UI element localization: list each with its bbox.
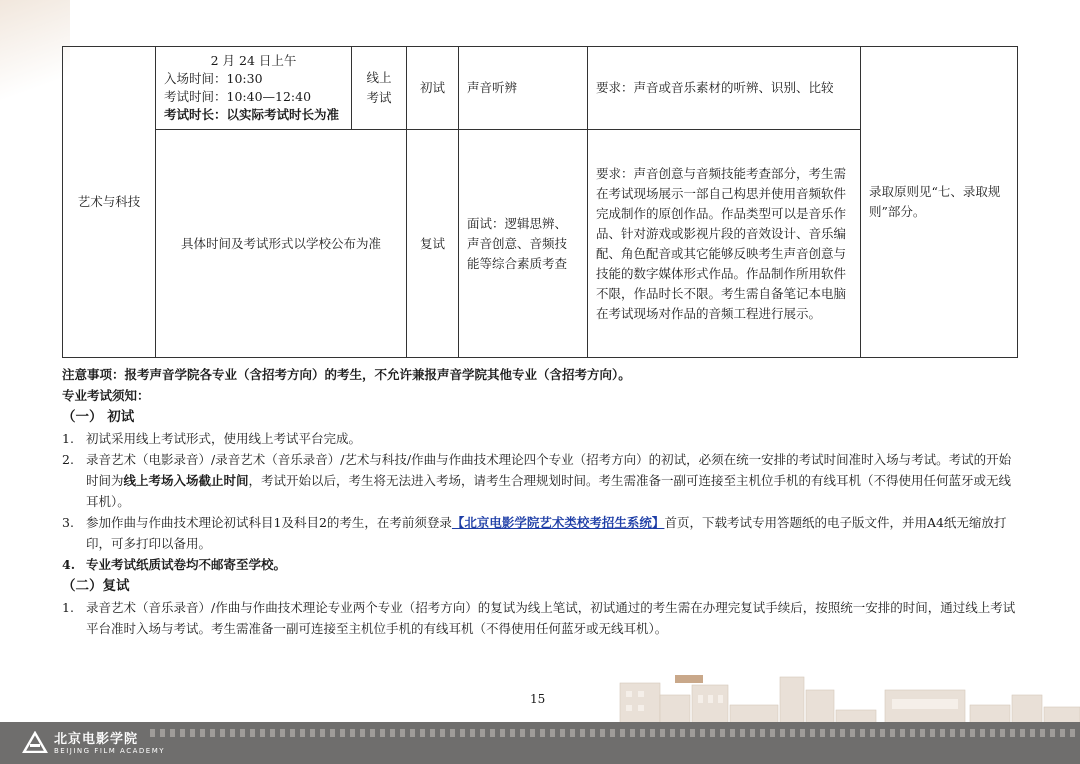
exam-mode-cell: 线上考试 xyxy=(352,47,407,130)
corner-decoration xyxy=(0,0,70,120)
stage-initial-cell: 初试 xyxy=(407,47,459,130)
retest-time-note-cell: 具体时间及考试形式以学校公布为准 xyxy=(156,130,407,358)
list-item: 1. 录音艺术（音乐录音）/作曲与作曲技术理论专业两个专业（招考方向）的复试为线上笔试，初试通过的考生需在办理完复试手续后，按照统一安排的时间，通过线上考试平台准时入场与考试。考生需准备一副可连接至主机位手机的有线耳机（不得使用任何蓝牙或无线耳机）。 xyxy=(62,600,1016,636)
list-item: 2. 录音艺术（电影录音）/录音艺术（音乐录音）/艺术与科技/作曲与作曲技术理论四个专业（招考方向）的初试，必须在统一安排的考试时间准时入场与考试。考试的开始时间为线上考场入场截止时间，考试开始以后，考生将无法进入考场，请考生合理规划时间。考生需准备一副可连接至主机位手机的有线耳机（不得使用任何蓝牙或无线耳机）。 xyxy=(62,452,1012,509)
subject-initial-cell: 声音听辨 xyxy=(459,47,588,130)
exam-date: 2 月 24 日上午 xyxy=(210,53,297,68)
attention-note: 注意事项：报考声音学院各专业（含招考方向）的考生，不允许兼报声音学院其他专业（含招考方向）。 xyxy=(62,367,631,382)
stage-retest-cell: 复试 xyxy=(407,130,459,358)
list-item: 3. 参加作曲与作曲技术理论初试科目1及科目2的考生，在考前须登录【北京电影学院艺术类校考招生系统】首页，下载考试专用答题纸的电子版文件，并用A4纸无缩放打印，可多打印以备用。 xyxy=(62,515,1007,551)
requirement-initial-cell: 要求：声音或音乐素材的听辨、识别、比较 xyxy=(588,47,861,130)
exam-schedule-table xyxy=(62,46,1018,358)
admission-rule-cell: 录取原则见“七、录取规则”部分。 xyxy=(861,47,1018,358)
list-item: 1. 初试采用线上考试形式，使用线上考试平台完成。 xyxy=(62,431,362,446)
entry-deadline-emphasis: 线上考场入场截止时间 xyxy=(123,473,249,488)
duration-note: 考试时长：以实际考试时长为准 xyxy=(164,107,340,122)
building-sign xyxy=(675,675,703,683)
section-retest-title: （二）复试 xyxy=(62,578,130,594)
logo-chinese-name: 北京电影学院 xyxy=(54,732,139,747)
notes-heading: 专业考试须知： xyxy=(62,388,150,403)
exam-time: 考试时间：10:40—12:40 xyxy=(164,89,312,104)
entry-time: 入场时间：10:30 xyxy=(164,71,263,86)
film-strip-decoration xyxy=(150,729,1080,737)
page-number: 15 xyxy=(530,692,546,706)
exam-time-cell xyxy=(156,47,352,130)
exam-notes xyxy=(62,364,1022,639)
section-initial-title: （一） 初试 xyxy=(62,409,135,425)
exam-schedule-table-wrap xyxy=(62,46,1017,358)
admission-system-link[interactable]: 【北京电影学院艺术类校考招生系统】 xyxy=(451,515,665,530)
subject-retest-cell: 面试：逻辑思辨、声音创意、音频技能等综合素质考查 xyxy=(459,130,588,358)
film-academy-logo-icon xyxy=(22,731,48,753)
category-cell: 艺术与科技 xyxy=(63,47,156,358)
requirement-retest-cell: 要求：声音创意与音频技能考查部分，考生需在考试现场展示一部自己构思并使用音频软件完成制作的原创作品。作品类型可以是音乐作品、针对游戏或影视片段的音效设计、音乐编配、角色配音或其它能够反映考生声音创意与技能的数字媒体形式作品。作品制作所用软件不限，作品时长不限。考生需自备笔记本电脑在考试现场对作品的音频工程进行展示。 xyxy=(588,130,861,358)
logo-english-name: BEIJING FILM ACADEMY xyxy=(54,747,166,755)
list-item: 4. 专业考试纸质试卷均不邮寄至学校。 xyxy=(62,557,287,572)
school-logo xyxy=(22,728,165,755)
